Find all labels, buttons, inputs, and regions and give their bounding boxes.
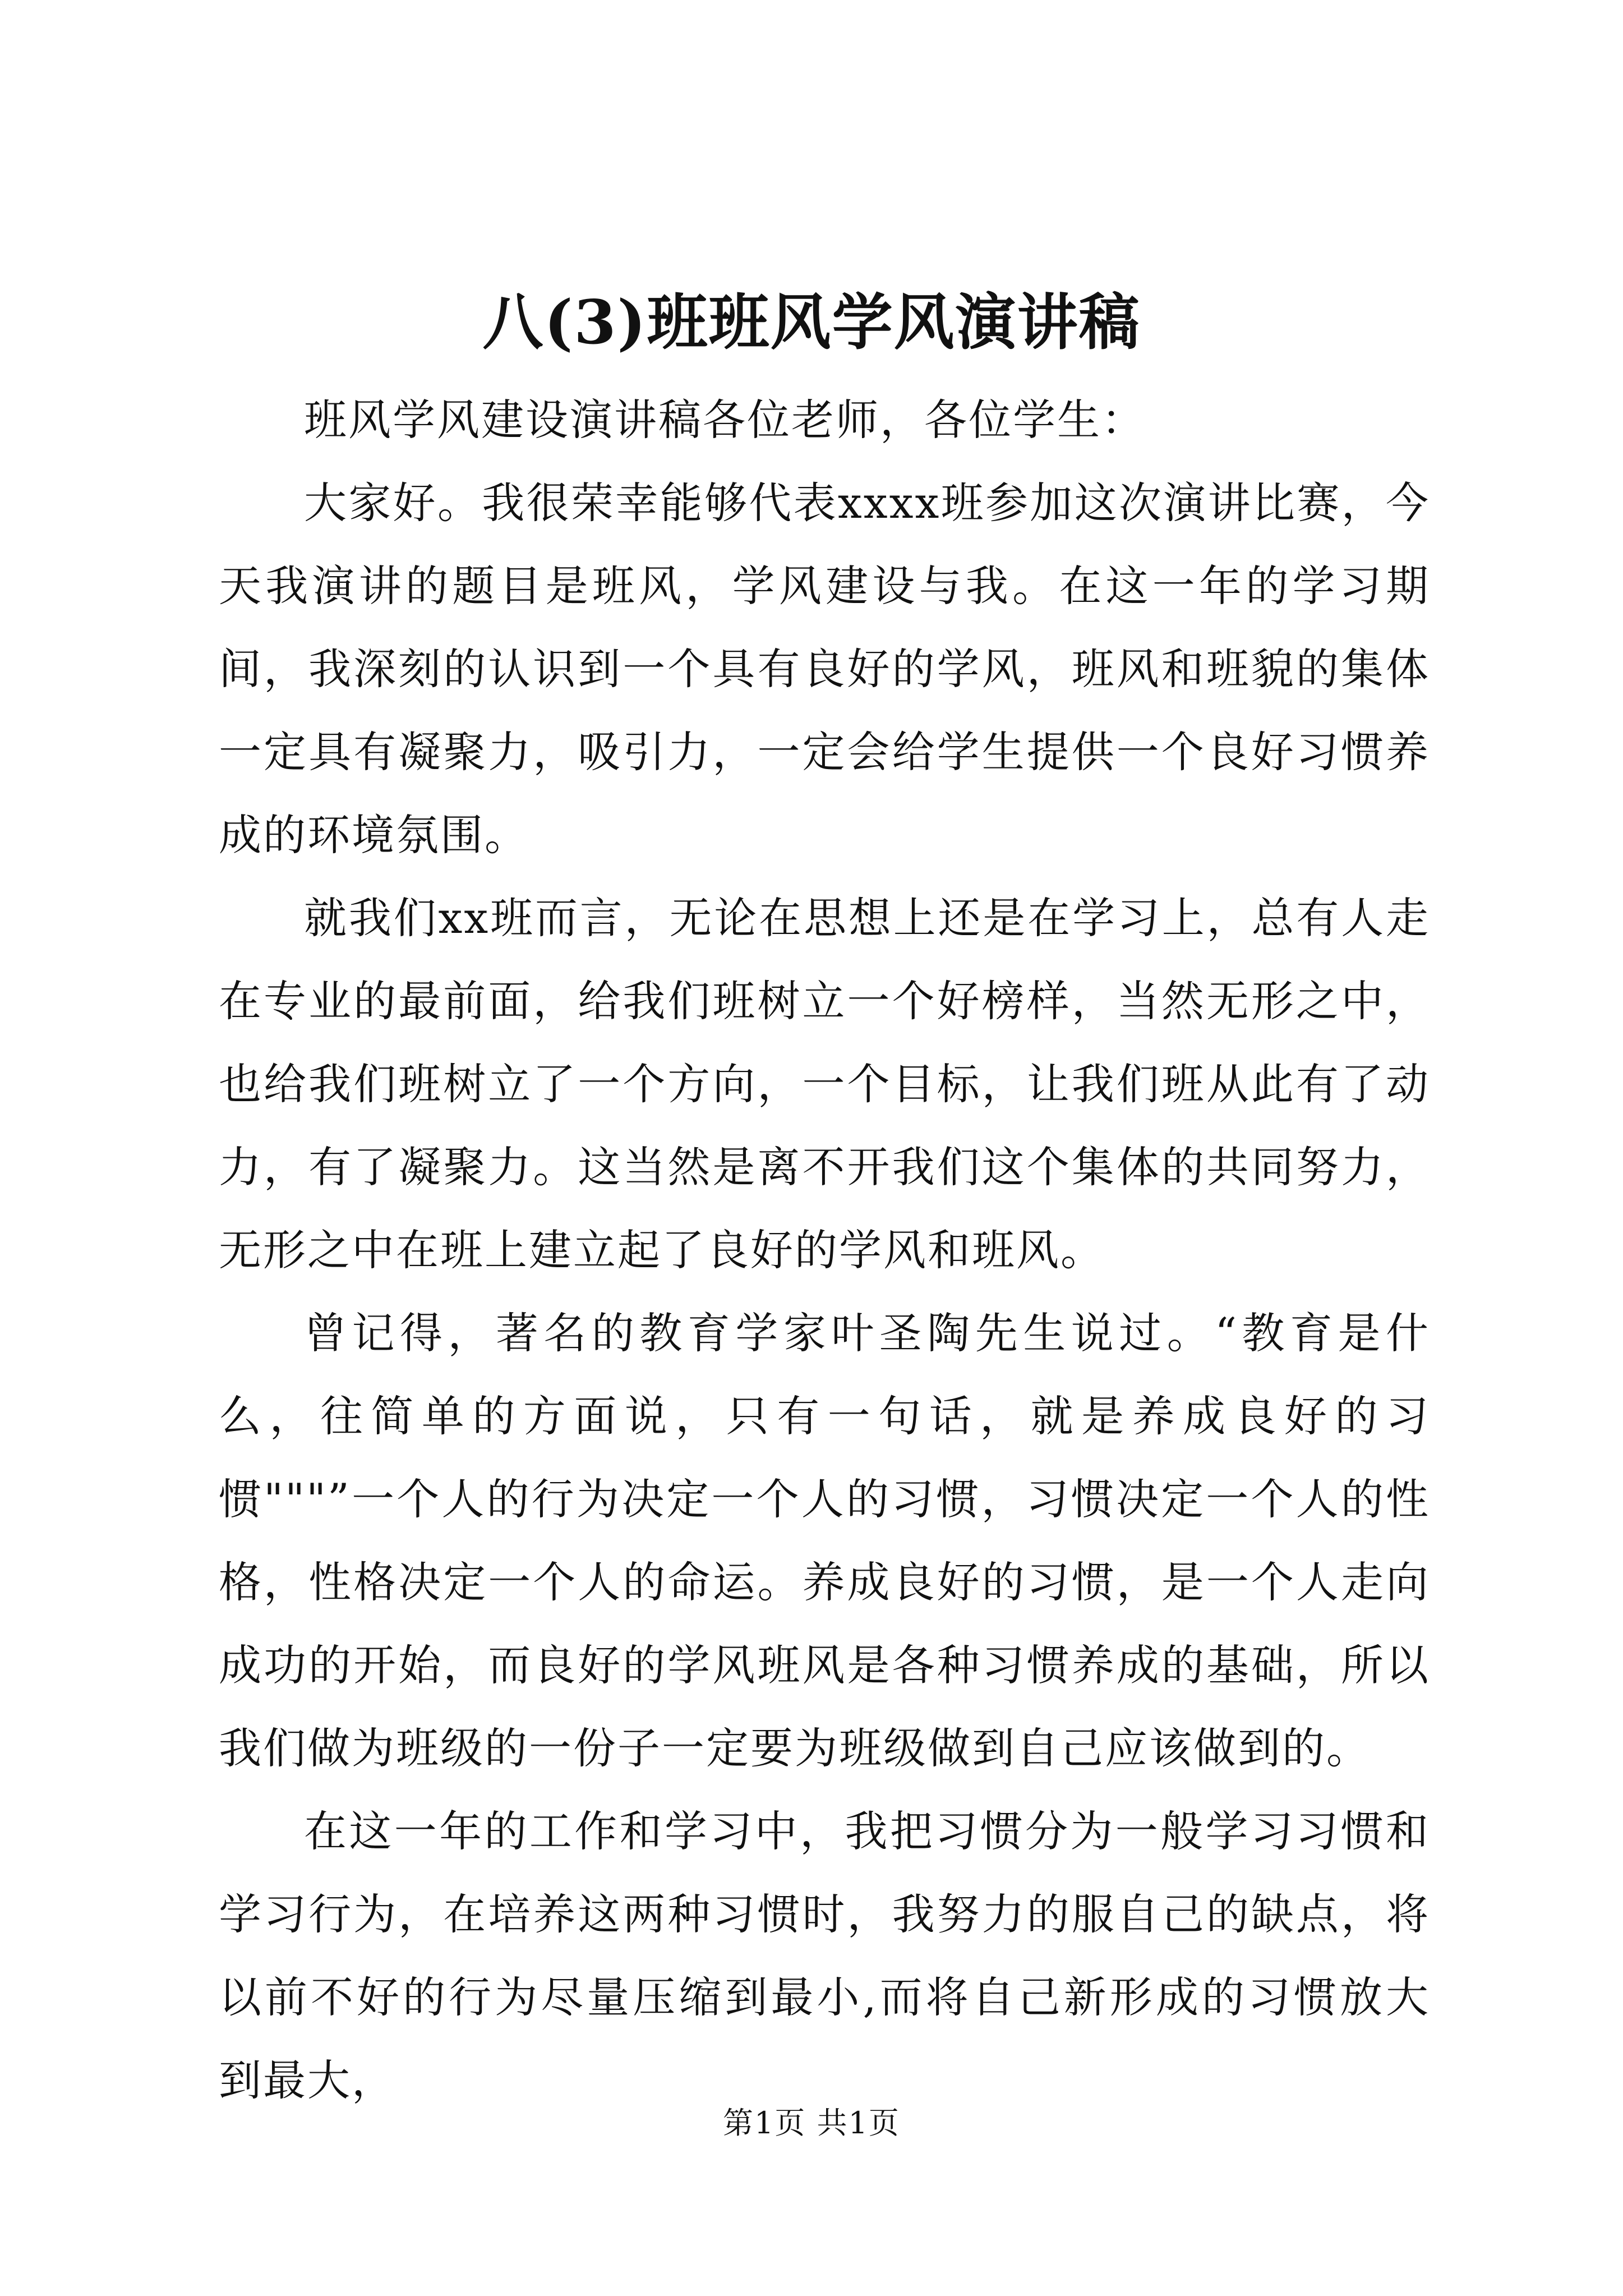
paragraph-class-example: 就我们xx班而言，无论在思想上还是在学习上，总有人走在专业的最前面，给我们班树立一个好榜样，当然无形之中，也给我们班树立了一个方向，一个目标，让我们班从此有了动力，有了凝聚力。这当然是离不开我们这个集体的共同努力，无形之中在班上建立起了良好的学风和班风。: [219, 893, 1430, 1275]
paragraph-quote: 曾记得，著名的教育学家叶圣陶先生说过。“教育是什么，往简单的方面说，只有一句话，就是养成良好的习惯"""”一个人的行为决定一个人的习惯，习惯决定一个人的性格，性格决定一个人的命运。养成良好的习惯，是一个人走向成功的开始，而良好的学风班风是各种习惯养成的基础，所以我们做为班级的一份子一定要为班级做到自己应该做到的。: [219, 1308, 1430, 1773]
paragraph-introduction: 大家好。我很荣幸能够代表xxxx班参加这次演讲比赛，今天我演讲的题目是班风，学风建设与我。在这一年的学习期间，我深刻的认识到一个具有良好的学风，班风和班貌的集体一定具有凝聚力，吸引力，一定会给学生提供一个良好习惯养成的环境氛围。: [219, 478, 1430, 860]
document-body: [219, 379, 1430, 2122]
paragraph-greeting: 班风学风建设演讲稿各位老师，各位学生：: [304, 395, 1146, 445]
document-title: 八(3)班班风学风演讲稿: [482, 287, 1141, 358]
paragraph-habits: 在这一年的工作和学习中，我把习惯分为一般学习习惯和学习行为，在培养这两种习惯时，我努力的服自己的缺点，将以前不好的行为尽量压缩到最小,而将自己新形成的习惯放大到最大，: [219, 1806, 1430, 2105]
page-number: 第1页 共1页: [723, 2105, 900, 2141]
